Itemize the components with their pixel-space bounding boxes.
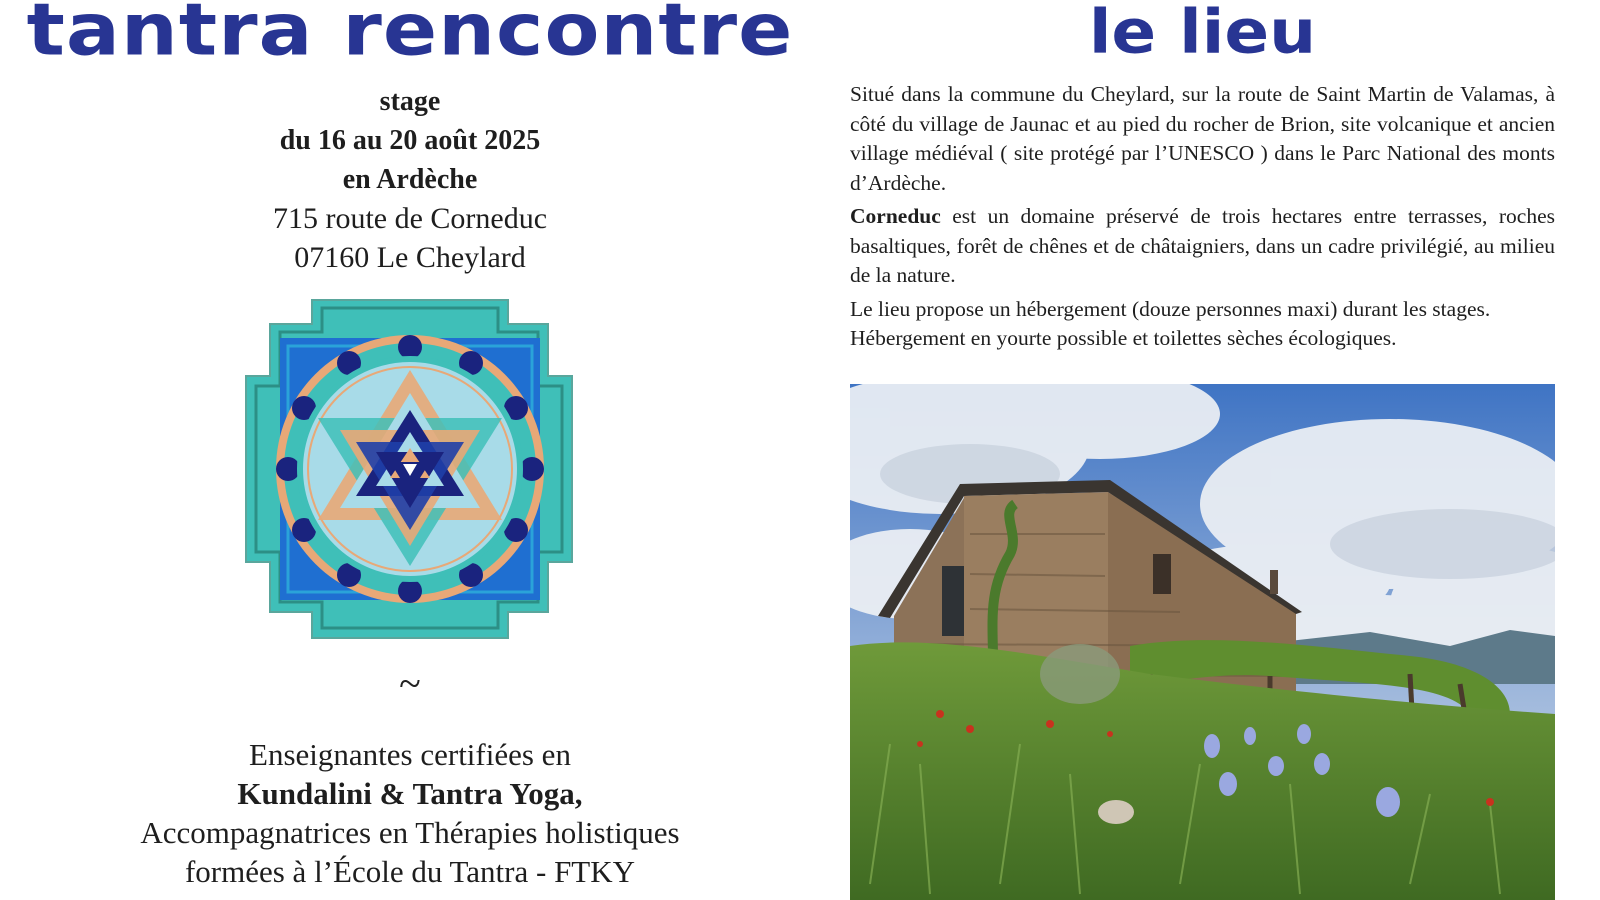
sri-yantra-image — [240, 298, 580, 640]
right-page — [850, 0, 1555, 900]
event-type: stage — [379, 86, 441, 117]
address-line-1: 715 route de Corneduc — [272, 202, 548, 235]
address-line-2: 07160 Le Cheylard — [294, 241, 526, 274]
teachers-line-1: Enseignantes certifiées en — [249, 737, 571, 772]
domain-description: est un domaine préservé de trois hectares entre terrasses, roches basaltiques, forêt de chênes et de châtaigniers, dans un cadre privilégié, au milieu de la nature. — [850, 204, 1555, 287]
teachers-line-4: formées à l’École du Tantra - FTKY — [184, 854, 636, 889]
teachers-block — [0, 735, 820, 891]
event-region: en Ardèche — [342, 164, 478, 195]
paragraph-accommodation — [850, 295, 1555, 354]
accommodation-line-2: Hébergement en yourte possible et toilettes sèches écologiques. — [850, 326, 1397, 350]
event-info — [0, 82, 820, 277]
teachers-line-2: Kundalini & Tantra Yoga, — [237, 776, 583, 811]
sri-yantra-icon — [240, 298, 580, 640]
lieu-description — [850, 80, 1555, 358]
domain-name: Corneduc — [850, 204, 941, 228]
teachers-line-3: Accompagnatrices en Thérapies holistiques — [140, 815, 680, 850]
paragraph-location: Situé dans la commune du Cheylard, sur la route de Saint Martin de Valamas, à côté du village de Jaunac et au pied du rocher de Brion, site volcanique et ancien village médiéval ( site protégé par l’UNESCO ) dans le Parc National des monts d’Ardèche. — [850, 82, 1555, 195]
lieu-title: le lieu — [1088, 0, 1317, 68]
tilde-separator: ~ — [399, 661, 421, 706]
main-title: tantra rencontre — [26, 0, 794, 72]
accommodation-line-1: Le lieu propose un hébergement (douze personnes maxi) durant les stages. — [850, 296, 1491, 321]
stone-house-photo — [850, 384, 1555, 900]
paragraph-domain — [850, 202, 1555, 291]
event-dates: du 16 au 20 août 2025 — [279, 125, 541, 156]
